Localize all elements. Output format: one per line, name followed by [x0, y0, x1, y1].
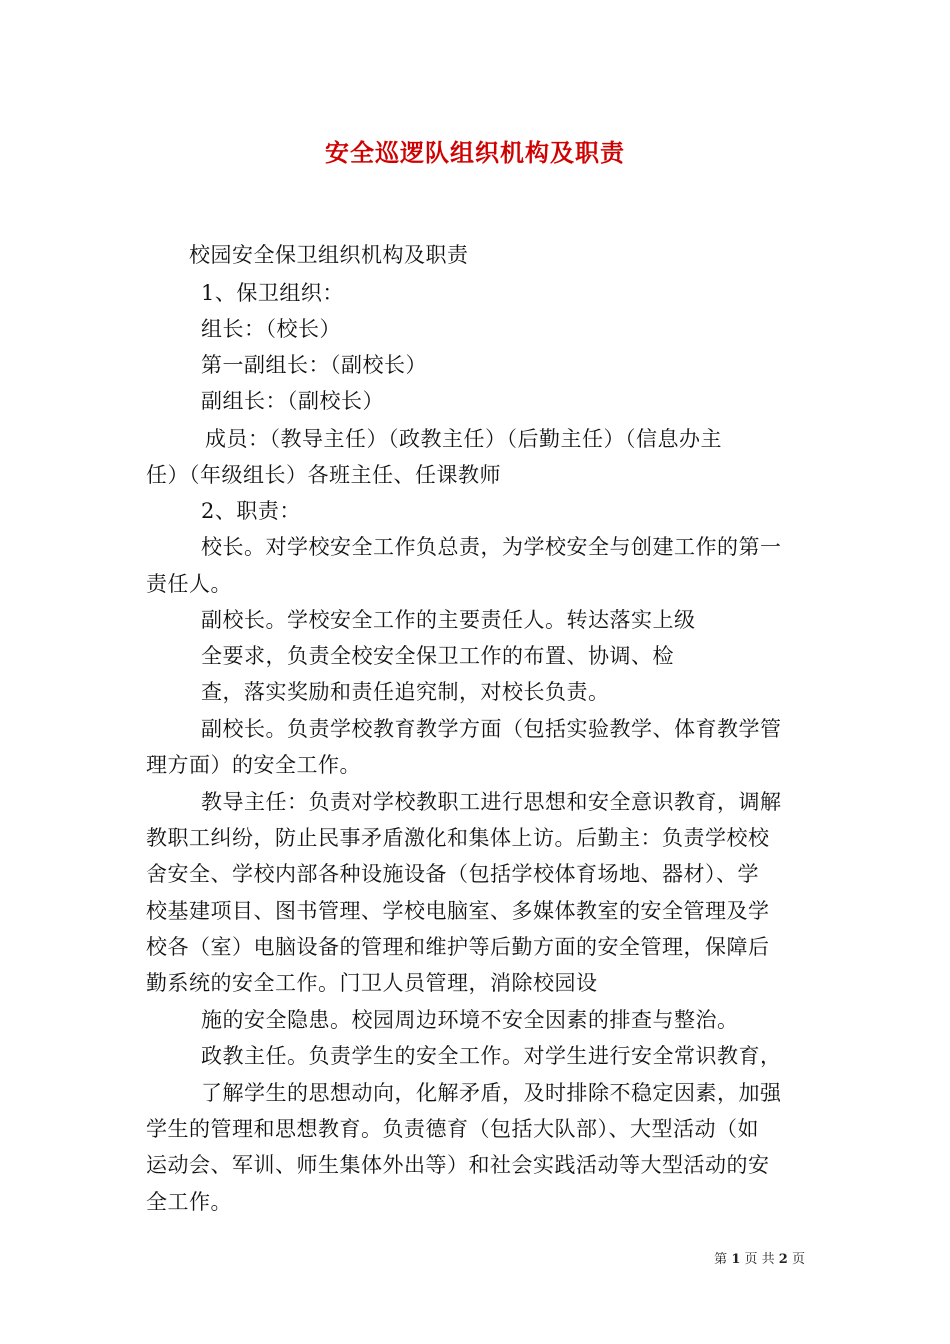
paragraph-line: 教职工纠纷，防止民事矛盾激化和集体上访。后勤主：负责学校校 [146, 826, 770, 850]
paragraph-line: 校各（室）电脑设备的管理和维护等后勤方面的安全管理，保障后 [146, 935, 770, 959]
paragraph-line: 校长。对学校安全工作负总责，为学校安全与创建工作的第一 [201, 535, 782, 559]
paragraph-line: 组长：（校长） [201, 317, 341, 341]
paragraph-line: 校基建项目、图书管理、学校电脑室、多媒体教室的安全管理及学 [146, 899, 770, 923]
paragraph-line: 责任人。 [146, 572, 232, 596]
paragraph-line: 2、职责： [201, 499, 301, 523]
paragraph-line: 勤系统的安全工作。门卫人员管理，消除校园设 [146, 971, 598, 995]
paragraph-line: 第一副组长：（副校长） [201, 353, 427, 377]
paragraph-line: 施的安全隐患。校园周边环境不安全因素的排查与整治。 [201, 1008, 739, 1032]
paragraph-line: 学生的管理和思想教育。负责德育（包括大队部）、大型活动（如 [146, 1117, 759, 1141]
paragraph-line: 任）（年级组长）各班主任、任课教师 [146, 463, 501, 487]
total-pages-number: 2 [778, 1252, 788, 1267]
page-number-prefix: 第 [714, 1252, 728, 1267]
paragraph-line: 查，落实奖励和责任追究制，对校长负责。 [201, 680, 610, 704]
paragraph-line: 理方面）的安全工作。 [146, 753, 361, 777]
paragraph-line: 运动会、军训、师生集体外出等）和社会实践活动等大型活动的安 [146, 1153, 770, 1177]
paragraph-line: 1、保卫组织： [201, 281, 344, 305]
page-number [714, 1248, 805, 1267]
paragraph-line: 政教主任。负责学生的安全工作。对学生进行安全常识教育， [201, 1044, 782, 1068]
paragraph-line: 校园安全保卫组织机构及职责 [189, 243, 469, 267]
page-number-middle: 页 共 [744, 1252, 775, 1267]
paragraph-line: 舍安全、学校内部各种设施设备（包括学校体育场地、器材）、学 [146, 862, 759, 886]
paragraph-line: 副组长：（副校长） [201, 389, 384, 413]
paragraph-line: 副校长。负责学校教育教学方面（包括实验教学、体育教学管 [201, 717, 782, 741]
paragraph-line: 全工作。 [146, 1190, 232, 1214]
page-number-suffix: 页 [791, 1252, 805, 1267]
paragraph-line: 成员：（教导主任）（政教主任）（后勤主任）（信息办主 [205, 427, 722, 451]
paragraph-line: 教导主任：负责对学校教职工进行思想和安全意识教育，调解 [201, 790, 782, 814]
paragraph-line: 全要求，负责全校安全保卫工作的布置、协调、检 [201, 644, 674, 668]
current-page-number: 1 [731, 1252, 741, 1267]
document-title: 安全巡逻队组织机构及职责 [325, 138, 625, 167]
paragraph-line: 副校长。学校安全工作的主要责任人。转达落实上级 [201, 608, 696, 632]
paragraph-line: 了解学生的思想动向，化解矛盾，及时排除不稳定因素，加强 [201, 1081, 782, 1105]
